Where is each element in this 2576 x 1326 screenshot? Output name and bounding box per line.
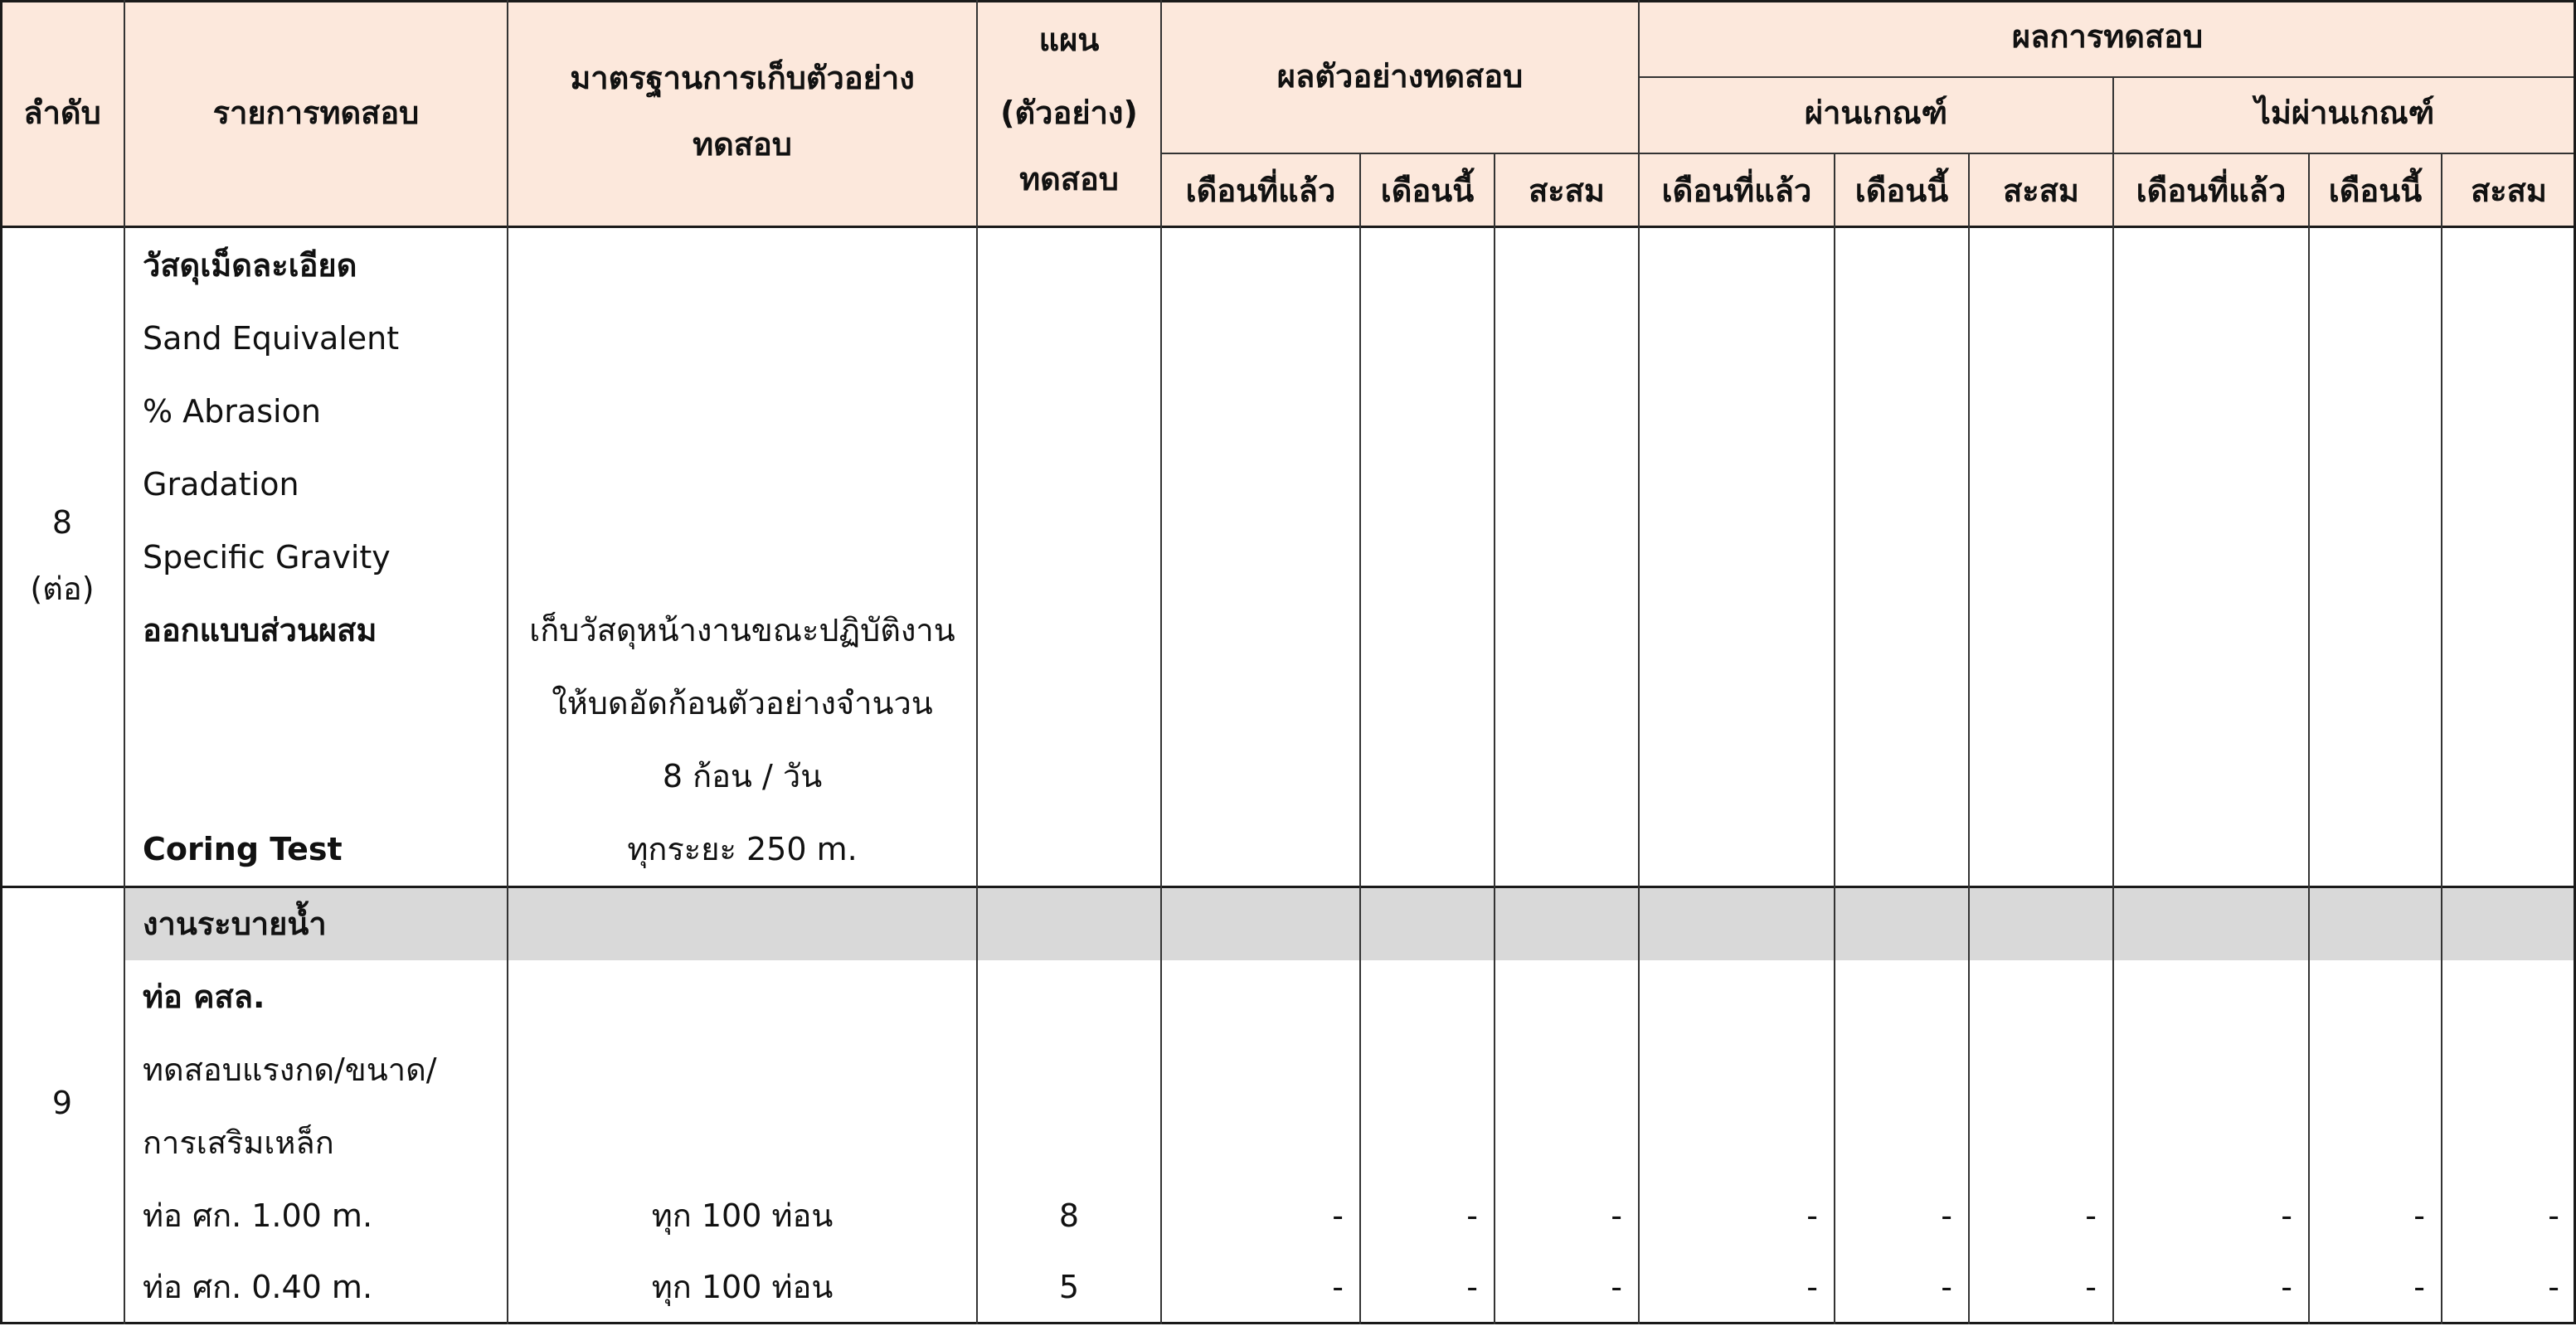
row8-bottom-border (0, 886, 2576, 888)
col-divider-fail-this (2441, 153, 2442, 1324)
row9-rc-pipe: ท่อ คสล. (143, 979, 265, 1015)
pipe100-pass-this-month: - (1941, 1197, 1952, 1234)
table-bottom-border (0, 1322, 2576, 1324)
row9-number: 9 (51, 1085, 73, 1121)
col-divider-samples-this (1494, 153, 1495, 1324)
col-divider-pass-last (1834, 153, 1835, 1324)
row8-coring-test: Coring Test (143, 831, 343, 867)
row9-pipe-040-plan: 5 (1058, 1269, 1080, 1305)
pipe040-fail-cumulative: - (2548, 1269, 2559, 1305)
header-col-plan-line2: (ตัวอย่าง) (1000, 95, 1138, 131)
pipe100-fail-last-month: - (2281, 1197, 2292, 1234)
col-divider-no (124, 0, 125, 1324)
row9-pipe-040: ท่อ ศก. 0.40 m. (143, 1269, 373, 1305)
row8-fine-aggregate: วัสดุเม็ดละเอียด (143, 247, 357, 284)
pipe040-samples-last-month: - (1332, 1269, 1344, 1305)
header-col-no: ลำดับ (23, 95, 101, 131)
pipe100-samples-last-month: - (1332, 1197, 1344, 1234)
header-results-divider (1639, 76, 2576, 78)
col-divider-plan (1160, 0, 1162, 1324)
row8-specific-gravity: Specific Gravity (143, 539, 391, 576)
col-divider-samples (1638, 0, 1640, 1324)
header-bottom-border (0, 226, 2576, 228)
header-col-plan-line1: แผน (1038, 22, 1100, 58)
row9-test-line1: ทดสอบแรงกด/ขนาด/ (143, 1052, 437, 1088)
row8-coring-standard: ทุกระยะ 250 m. (627, 831, 858, 867)
row8-sand-equivalent: Sand Equivalent (143, 320, 400, 357)
pipe100-pass-last-month: - (1806, 1197, 1818, 1234)
header-subcolumn-divider (1161, 153, 2576, 154)
row8-number: 8 (51, 504, 73, 541)
pipe040-pass-cumulative: - (2085, 1269, 2097, 1305)
header-col-plan-line3: ทดสอบ (1019, 161, 1119, 197)
row9-pipe-100-standard: ทุก 100 ท่อน (651, 1197, 834, 1234)
pipe040-fail-this-month: - (2413, 1269, 2425, 1305)
header-group-results: ผลการทดสอบ (2011, 18, 2204, 55)
header-group-pass: ผ่านเกณฑ์ (1804, 95, 1948, 131)
pipe100-pass-cumulative: - (2085, 1197, 2097, 1234)
header-col-standard-line1: มาตรฐานการเก็บตัวอย่าง (570, 60, 915, 96)
pipe100-samples-this-month: - (1466, 1197, 1478, 1234)
row8-mix-design: ออกแบบส่วนผสม (143, 612, 377, 648)
col-divider-standard (976, 0, 978, 1324)
header-samples-last-month: เดือนที่แล้ว (1185, 172, 1336, 209)
header-group-fail: ไม่ผ่านเกณฑ์ (2254, 95, 2435, 131)
row8-number-continued: (ต่อ) (30, 571, 95, 607)
pipe040-samples-cumulative: - (1611, 1269, 1622, 1305)
header-col-standard-line2: ทดสอบ (693, 126, 792, 163)
header-pass-last-month: เดือนที่แล้ว (1661, 172, 1812, 209)
row8-standard-line1: เก็บวัสดุหน้างานขณะปฏิบัติงาน (529, 612, 955, 648)
header-fail-cumulative: สะสม (2471, 172, 2547, 209)
row9-test-line2: การเสริมเหล็ก (143, 1124, 334, 1161)
header-samples-this-month: เดือนนี้ (1380, 172, 1475, 209)
header-samples-cumulative: สะสม (1529, 172, 1605, 209)
row9-pipe-100: ท่อ ศก. 1.00 m. (143, 1197, 373, 1234)
col-divider-item (507, 0, 508, 1324)
pipe100-fail-this-month: - (2413, 1197, 2425, 1234)
header-pass-this-month: เดือนนี้ (1854, 172, 1949, 209)
table-left-border (0, 0, 2, 1324)
row9-drainage-section: งานระบายน้ำ (143, 906, 327, 942)
header-fail-last-month: เดือนที่แล้ว (2136, 172, 2287, 209)
pipe040-fail-last-month: - (2281, 1269, 2292, 1305)
row9-pipe-040-standard: ทุก 100 ท่อน (651, 1269, 834, 1305)
pipe040-pass-this-month: - (1941, 1269, 1952, 1305)
row8-abrasion: % Abrasion (143, 393, 321, 430)
col-divider-fail-last (2308, 153, 2310, 1324)
col-divider-pass (2112, 76, 2114, 1324)
pipe040-samples-this-month: - (1466, 1269, 1478, 1305)
row8-standard-line3: 8 ก้อน / วัน (662, 758, 823, 794)
header-pass-cumulative: สะสม (2003, 172, 2079, 209)
row8-gradation: Gradation (143, 466, 299, 503)
header-col-item: รายการทดสอบ (212, 95, 420, 131)
row9-pipe-100-plan: 8 (1058, 1197, 1080, 1234)
pipe100-fail-cumulative: - (2548, 1197, 2559, 1234)
table-top-border (0, 0, 2576, 2)
pipe100-samples-cumulative: - (1611, 1197, 1622, 1234)
pipe040-pass-last-month: - (1806, 1269, 1818, 1305)
col-divider-pass-this (1968, 153, 1970, 1324)
row8-standard-line2: ให้บดอัดก้อนตัวอย่างจำนวน (552, 685, 933, 721)
header-group-samples: ผลตัวอย่างทดสอบ (1276, 58, 1524, 95)
header-fail-this-month: เดือนนี้ (2328, 172, 2423, 209)
col-divider-samples-last (1359, 153, 1361, 1324)
